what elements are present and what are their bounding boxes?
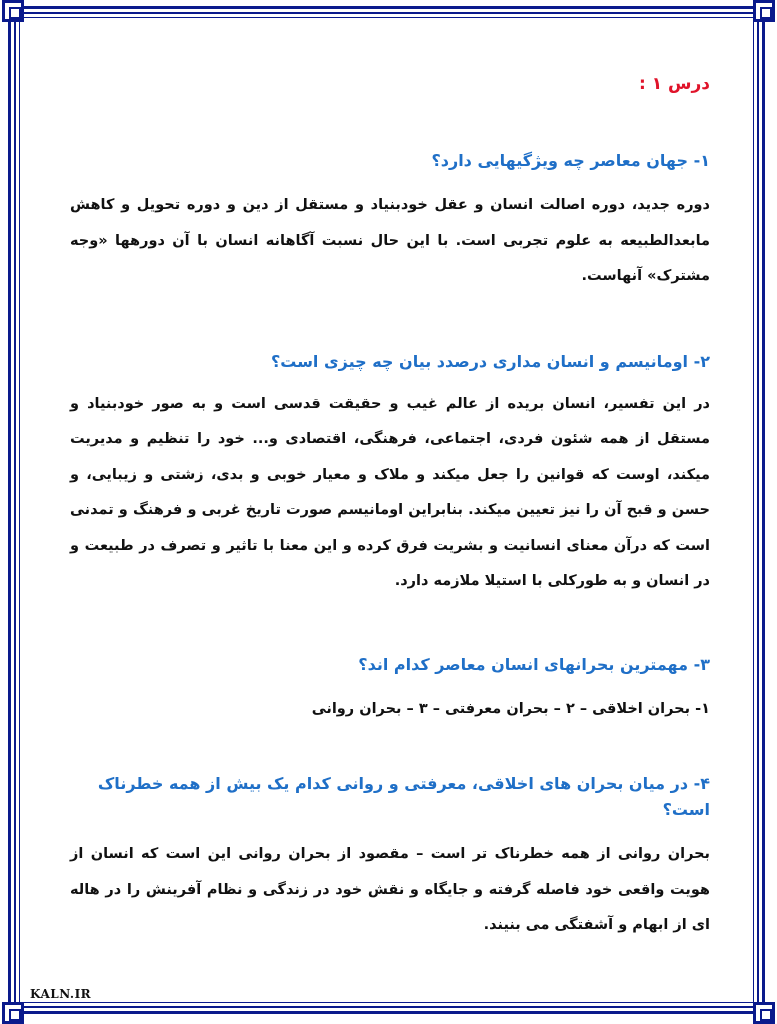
corner-ornament-top-left xyxy=(2,0,24,22)
document-body xyxy=(70,60,710,944)
question-1: ۱- جهان معاصر چه ویژگیهایی دارد؟ xyxy=(431,151,710,170)
site-watermark: KALN.IR xyxy=(30,987,92,1001)
corner-ornament-top-right xyxy=(753,0,775,22)
question-2: ۲- اومانیسم و انسان مداری درصدد بیان چه چیزی است؟ xyxy=(270,351,710,371)
corner-ornament-bottom-right xyxy=(753,1002,775,1024)
answer-3: ۱- بحران اخلاقی – ۲ – بحران معرفتی – ۳ – بحران روانی xyxy=(311,700,710,717)
question-4: ۴- در میان بحران های اخلاقی، معرفتی و روانی کدام یک بیش از همه خطرناک است؟ xyxy=(97,774,710,819)
answer-1: دوره جدید، دوره اصالت انسان و عقل خودبنیاد و مستقل از دین و دوره تحویل و کاهش مابعدالطبیعه به علوم تجربی است. با این حال نسبت آگاهانه انسان با آن دورهها «وجه مشترک» آنهاست. xyxy=(70,197,710,284)
answer-4: بحران روانی از همه خطرناک تر است – مقصود از بحران روانی این است که انسان از هویت واقعی خود فاصله گرفته و جایگاه و نقش خود در زندگی و نظام آفرینش را در هاله ای از ابهام و آشفتگی می بنیند. xyxy=(70,846,710,933)
lesson-title: درس ۱ : xyxy=(639,74,710,94)
answer-2: در این تفسیر، انسان بریده از عالم غیب و حقیقت قدسی است و به صور خودبنیاد و مستقل از همه شئون فردی، اجتماعی، فرهنگی، اقتصادی و... خود را تنظیم و مدیریت میکند، اوست که قوانین را جعل میکند و ملاک و معیار خوبی و بدی، زشتی و زیبایی، و حسن و قبح آن را نیز تعیین میکند. بنابراین اومانیسم صورت تاریخ غربی و فرهنگ و تمدنی است که درآن معنای انسانیت و بشریت فرق کرده و این معنا با تاثیر و تصرف در طبیعت و در انسان و به طورکلی با استیلا ملازمه دارد. xyxy=(70,395,710,589)
corner-ornament-bottom-left xyxy=(2,1002,24,1024)
question-3: ۳- مهمترین بحرانهای انسان معاصر کدام اند؟ xyxy=(358,654,710,674)
